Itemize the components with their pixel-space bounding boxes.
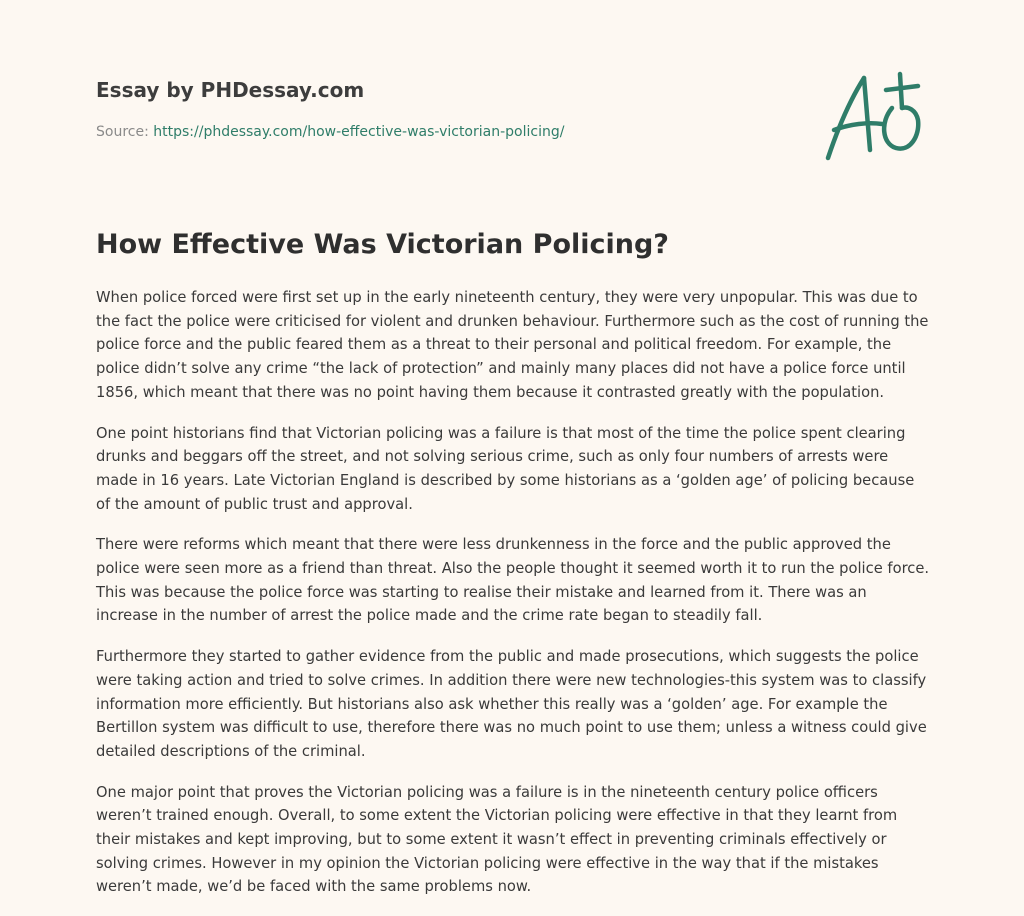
source-line [96, 122, 796, 142]
essay-title: How Effective Was Victorian Policing? [96, 229, 669, 260]
essay-paragraph: When police forced were first set up in the early nineteenth century, they were very unpopular. This was due to the fact the police were criticised for violent and drunken behaviour. Furthermore such as the cost of running the police force and the public feared them as a threat to their personal and political freedom. For example, the police didn’t solve any crime “the lack of protection” and mainly many places did not have a police force until 1856, which meant that there was no point having them because it contrasted greatly with the population. [96, 289, 929, 401]
essay-paragraph: One point historians find that Victorian policing was a failure is that most of the time the police spent clearing drunks and beggars off the street, and not solving serious crime, such as only four numbers of arrests were made in 16 years. Late Victorian England is described by some historians as a ‘golden age’ of policing because of the amount of public trust and approval. [96, 424, 915, 513]
essay-paragraph: Furthermore they started to gather evidence from the public and made prosecutions, which suggests the police were taking action and tried to solve crimes. In addition there were new technologies-this system was to classify information more efficiently. But historians also ask whether this really was a ‘golden’ age. For example the Bertillon system was difficult to use, therefore there was no much point to use them; unless a witness could give detailed descriptions of the criminal. [96, 648, 927, 760]
source-link[interactable]: https://phdessay.com/how-effective-was-victorian-policing/ [153, 124, 565, 140]
source-label: Source: [96, 124, 149, 140]
a-plus-grade-icon [820, 66, 930, 166]
page-header [96, 76, 796, 142]
essay-paragraph: One major point that proves the Victorian policing was a failure is in the nineteenth century police officers weren’t trained enough. Overall, to some extent the Victorian policing were effective in that they learnt from their mistakes and kept improving, but to some extent it wasn’t effect in preventing criminals effectively or solving crimes. However in my opinion the Victorian policing were effective in the way that if the mistakes weren’t made, we’d be faced with the same problems now. [96, 783, 898, 896]
essay-body [96, 286, 932, 916]
site-title: Essay by PHDessay.com [96, 78, 365, 102]
essay-paragraph: There were reforms which meant that there were less drunkenness in the force and the public approved the police were seen more as a friend than threat. Also the people thought it seemed worth it to run the police force. This was because the police force was starting to realise their mistake and learned from it. There was an increase in the number of arrest the police made and the crime rate began to steadily fall. [96, 536, 930, 625]
